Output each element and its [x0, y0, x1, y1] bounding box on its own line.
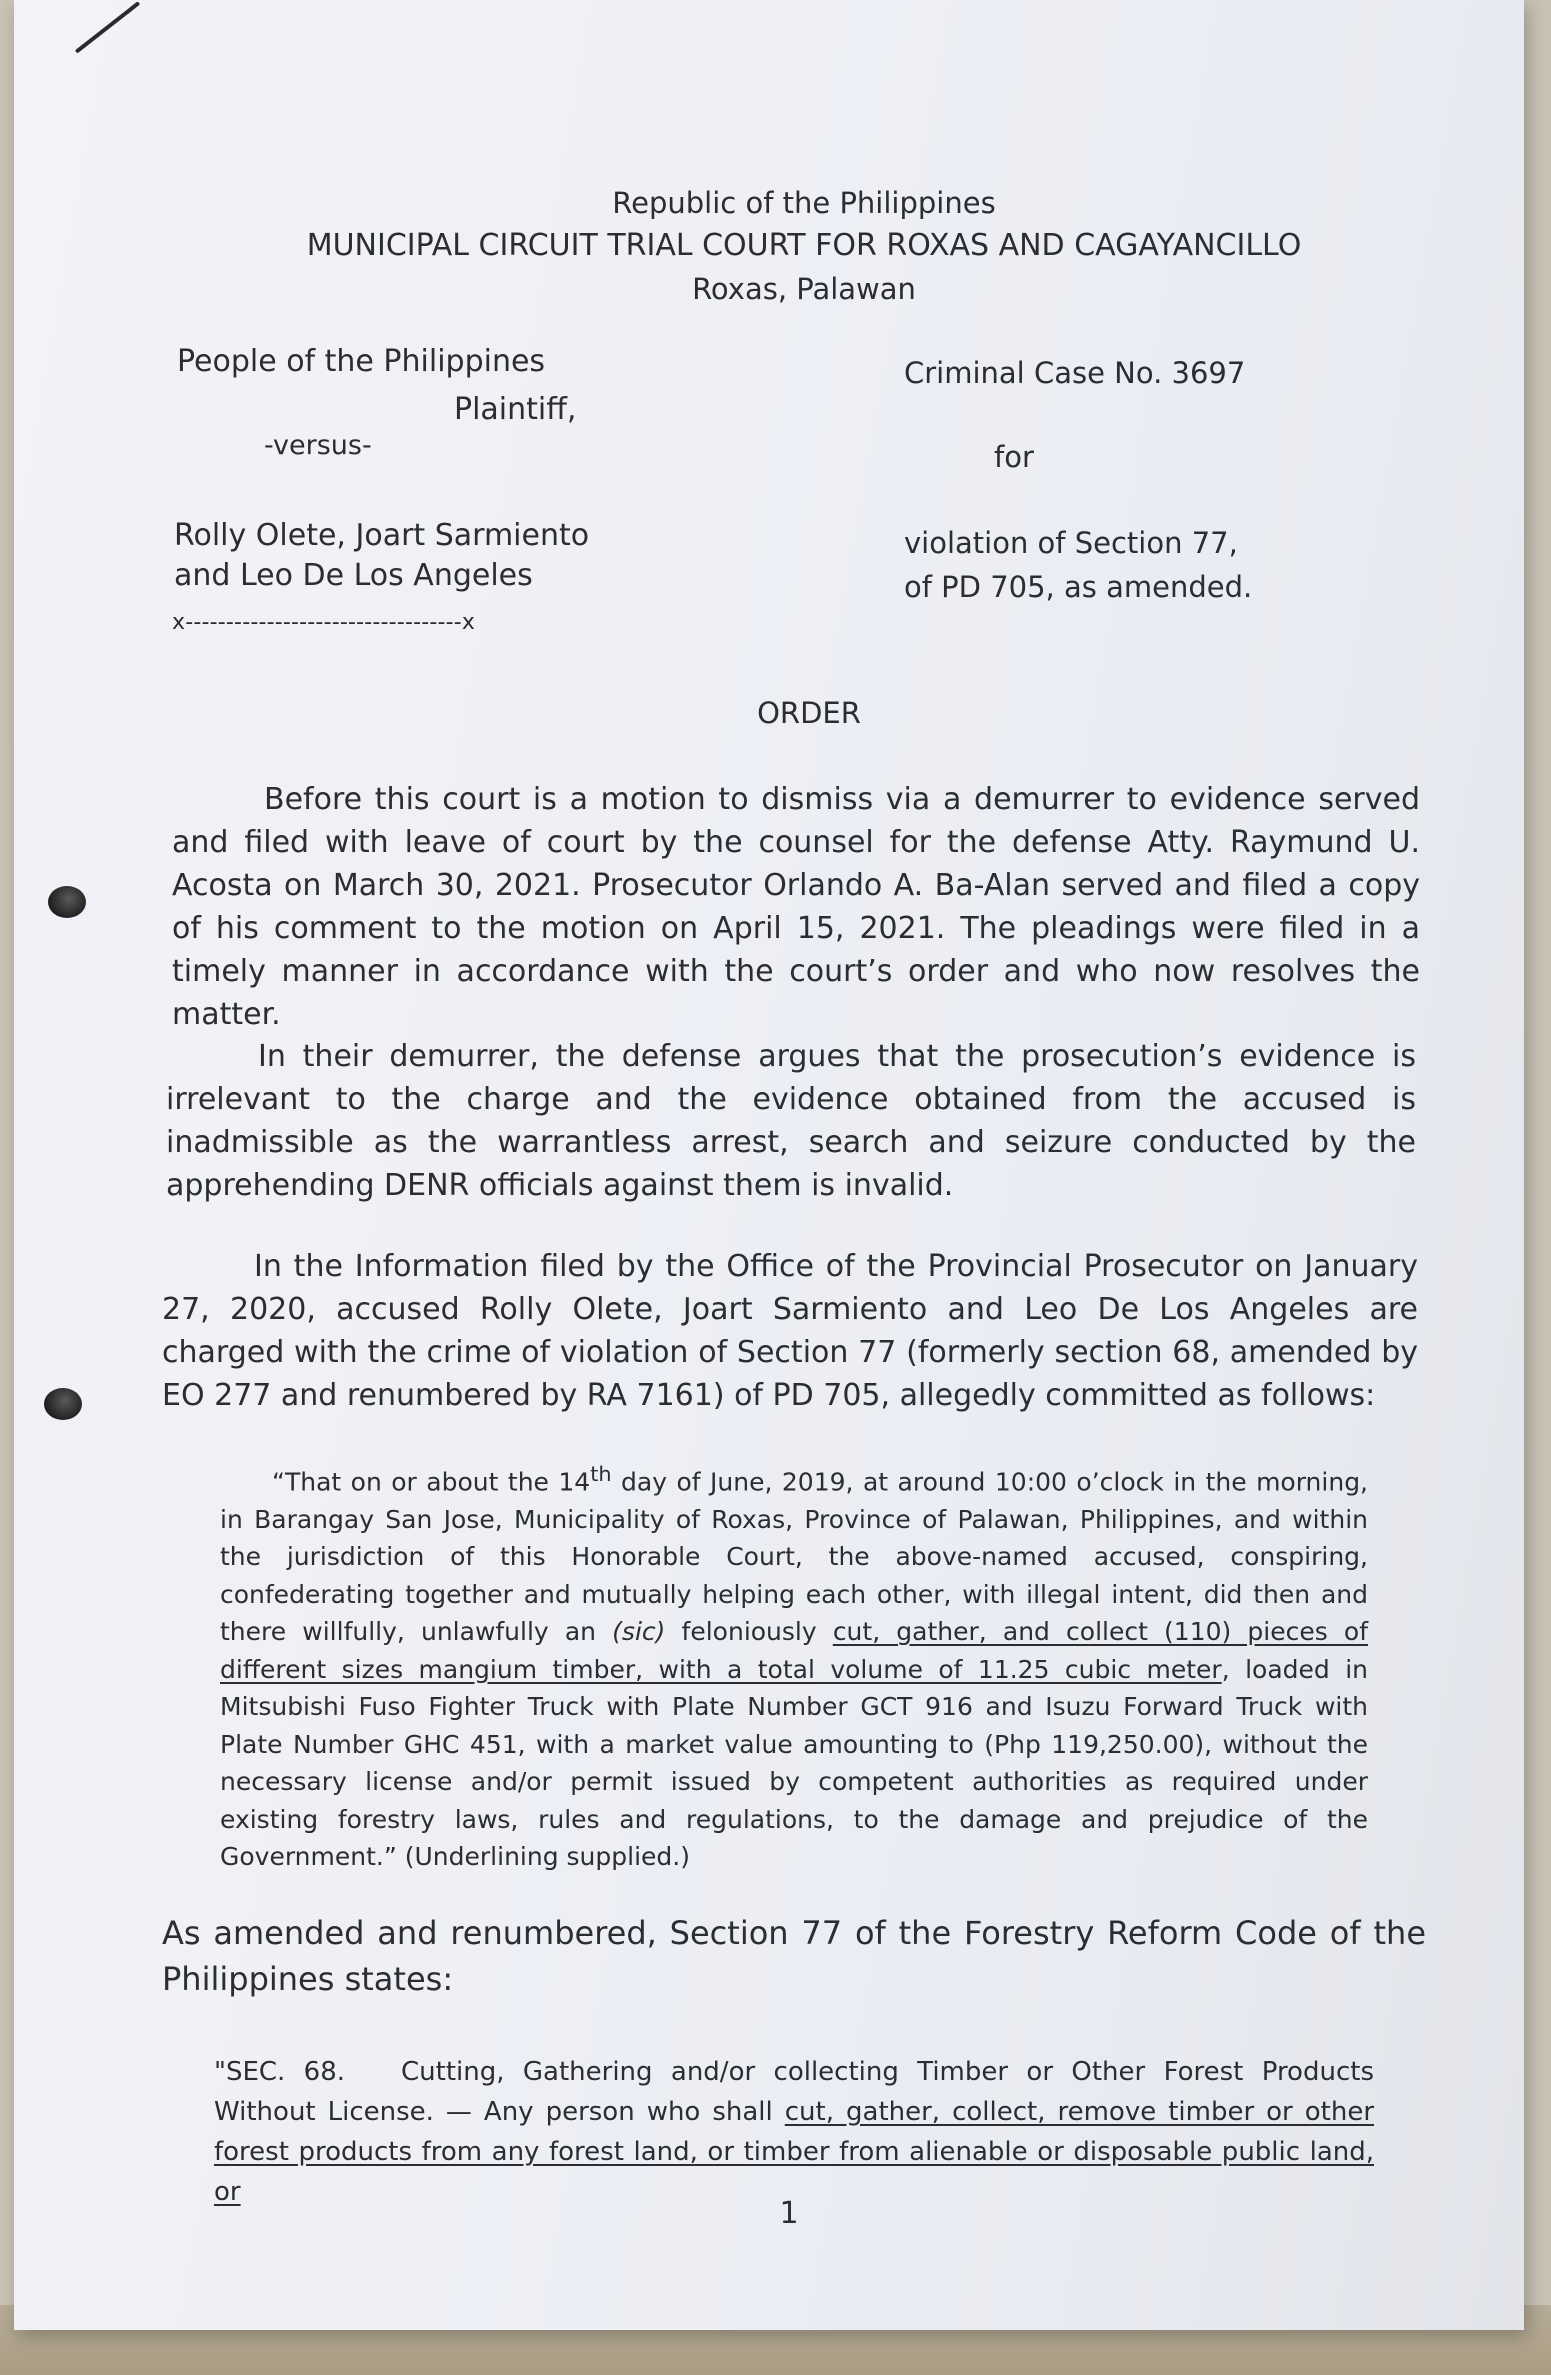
page-number: 1: [779, 2196, 799, 2231]
quote-text: feloniously: [665, 1617, 833, 1647]
paragraph-text: Before this court is a motion to dismiss via a demurrer to evidence served and filed with leave of court by the counsel for the defense Atty. Raymund U. Acosta on March 30, 2021. Prosecutor Orlando A. Ba-Alan served and filed a copy of his comment to the motion on April 15, 2021. The pleadings were filed in a timely manner in accordance with the court’s order and who now resolves the matter.: [172, 782, 1420, 1032]
quote-text: day of June, 2019, at around 10:00 o’clock in the morning, in Barangay San Jose, Municipality of Roxas, Province of Palawan, Philippines, and within the jurisdiction of this Honorable Court, the above-named accused, conspiring, confederating together and mutually helping each other, with illegal intent, did then and there willfully, unlawfully an: [220, 1467, 1369, 1647]
paragraph-information: [162, 1245, 1418, 1417]
case-for-label: for: [994, 440, 1034, 474]
section-underlined-text: cut, gather, collect, remove timber or other forest products from any forest land, or timber from alienable or disposable public land, or: [214, 2097, 1375, 2207]
accused-names-line2: and Leo De Los Angeles: [174, 558, 533, 593]
pen-mark: [75, 1, 141, 53]
quote-text: , loaded in Mitsubishi Fuso Fighter Truck with Plate Number GCT 916 and Isuzu Forward Truck with Plate Number GHC 451, with a market value amounting to (Php 119,250.00), without the necessary license and/or permit issued by competent authorities as required under existing forestry laws, rules and regulations, to the damage and prejudice of the Government.” (Underlining supplied.): [220, 1654, 1368, 1872]
document-page: [14, 0, 1524, 2330]
section-text: Cutting, Gathering and/or collecting Timber or Other Forest Products Without License. — Any person who shall: [214, 2057, 1374, 2127]
header-republic: Republic of the Philippines: [612, 186, 996, 220]
header-location: Roxas, Palawan: [692, 272, 916, 306]
plaintiff-name: People of the Philippines: [177, 344, 546, 379]
punch-hole: [48, 886, 86, 918]
violation-line2: of PD 705, as amended.: [904, 570, 1253, 604]
case-number: Criminal Case No. 3697: [904, 356, 1246, 390]
section-quote: [214, 2052, 1374, 2212]
paragraph-text: In the Information filed by the Office of the Provincial Prosecutor on January 27, 2020, accused Rolly Olete, Joart Sarmiento and Leo De Los Angeles are charged with the crime of violation of Section 77 (formerly section 68, amended by EO 277 and renumbered by RA 7161) of PD 705, allegedly committed as follows:: [162, 1249, 1418, 1413]
paragraph-demurrer: [166, 1035, 1416, 1207]
versus-label: -versus-: [264, 430, 372, 461]
sic-marker: (sic): [612, 1617, 666, 1647]
order-title: ORDER: [757, 696, 861, 730]
accused-names-line1: Rolly Olete, Joart Sarmiento: [174, 518, 590, 553]
quote-text: “That on or about the 14: [272, 1467, 591, 1497]
paragraph-text: As amended and renumbered, Section 77 of the Forestry Reform Code of the Philippines states:: [162, 1914, 1426, 1998]
quote-superscript: th: [590, 1462, 612, 1486]
plaintiff-role: Plaintiff,: [454, 392, 577, 427]
punch-hole: [44, 1388, 82, 1420]
quote-underlined-text: cut, gather, and collect (110) pieces of different sizes mangium timber, with a total volume of 11.25 cubic meter: [220, 1617, 1368, 1684]
paragraph-amended: [162, 1910, 1426, 2002]
information-quote: [220, 1456, 1368, 1876]
violation-line1: violation of Section 77,: [904, 526, 1238, 560]
caption-separator: x----------------------------------x: [172, 610, 476, 635]
header-court-name: MUNICIPAL CIRCUIT TRIAL COURT FOR ROXAS AND CAGAYANCILLO: [306, 228, 1302, 263]
paragraph-text: In their demurrer, the defense argues that the prosecution’s evidence is irrelevant to the charge and the evidence obtained from the accused is inadmissible as the warrantless arrest, search and seizure conducted by the apprehending DENR officials against them is invalid.: [166, 1039, 1416, 1203]
paragraph-motion: [172, 778, 1420, 1036]
section-label: "SEC. 68.: [214, 2057, 346, 2087]
